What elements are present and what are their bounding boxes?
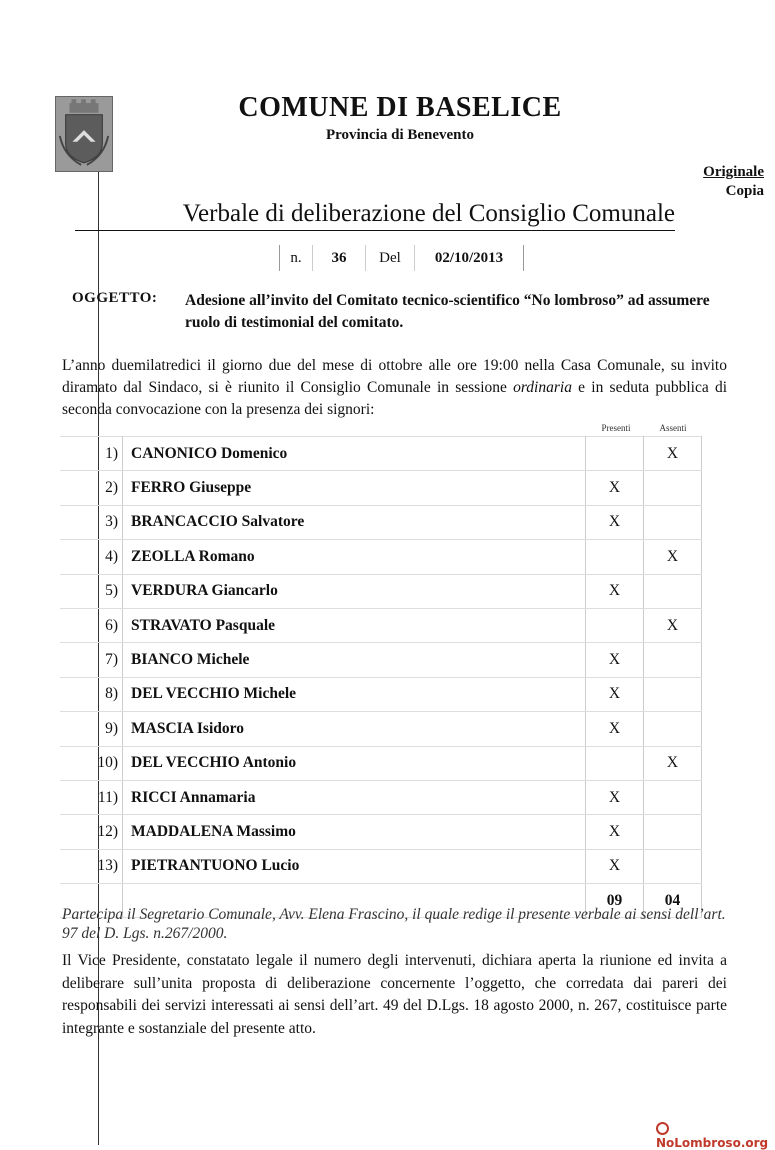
- councillor-name: STRAVATO Pasquale: [123, 608, 586, 642]
- row-number: 11): [60, 780, 123, 814]
- deliberation-date: 02/10/2013: [434, 250, 504, 266]
- nolombroso-logo-icon: [656, 1122, 669, 1135]
- present-mark: X: [586, 471, 644, 505]
- present-mark: X: [586, 643, 644, 677]
- table-row: [60, 677, 702, 711]
- municipal-crest-icon: [55, 96, 113, 172]
- row-number: 4): [60, 540, 123, 574]
- row-number: 3): [60, 505, 123, 539]
- present-mark: [586, 746, 644, 780]
- intro-paragraph: [62, 355, 727, 421]
- originale-label: Originale: [703, 164, 764, 180]
- watermark-text: NoLombroso.org: [656, 1136, 769, 1150]
- table-row: [60, 815, 702, 849]
- present-mark: X: [586, 815, 644, 849]
- oggetto-text: Adesione all’invito del Comitato tecnico-scientifico “No lombroso” ad assumere ruolo di testimonial del comitato.: [185, 292, 710, 331]
- row-number: 7): [60, 643, 123, 677]
- intro-text-after: e in seduta pubblica di seconda convocazione con la presenza dei signori:: [62, 379, 727, 418]
- row-number: 5): [60, 574, 123, 608]
- absent-mark: [644, 780, 702, 814]
- total-present: 09: [586, 884, 644, 918]
- councillor-name: ZEOLLA Romano: [123, 540, 586, 574]
- copia-label: Copia: [725, 183, 764, 199]
- deliberation-number-box: [279, 245, 524, 271]
- oggetto-label: OGGETTO:: [72, 290, 158, 306]
- table-row: [60, 505, 702, 539]
- row-number: 2): [60, 471, 123, 505]
- absent-mark: X: [644, 746, 702, 780]
- councillor-name: BIANCO Michele: [123, 643, 586, 677]
- row-number: 8): [60, 677, 123, 711]
- councillor-name: VERDURA Giancarlo: [123, 574, 586, 608]
- councillor-name: MASCIA Isidoro: [123, 712, 586, 746]
- councillor-name: MADDALENA Massimo: [123, 815, 586, 849]
- present-column-header: Presenti: [601, 423, 631, 433]
- present-mark: [586, 540, 644, 574]
- present-mark: X: [586, 780, 644, 814]
- absent-mark: [644, 471, 702, 505]
- table-row: [60, 643, 702, 677]
- table-row: [60, 608, 702, 642]
- attendance-table: [60, 436, 702, 918]
- absent-mark: X: [644, 437, 702, 471]
- row-number: 10): [60, 746, 123, 780]
- present-mark: X: [586, 505, 644, 539]
- table-row: [60, 780, 702, 814]
- councillor-name: DEL VECCHIO Michele: [123, 677, 586, 711]
- row-number: 9): [60, 712, 123, 746]
- number-value: 36: [313, 245, 366, 271]
- absent-mark: X: [644, 608, 702, 642]
- body-paragraph: Il Vice Presidente, constatato legale il numero degli intervenuti, dichiara aperta la riunione ed invita a deliberare sull’unita proposta di deliberazione concernente l’oggetto, che corredata dai pareri dei responsabili dei servizi interessati ai sensi dell’art. 49 del D.Lgs. 18 agosto 2000, n. 267, costituisce parte integrante e sostanziale del presente atto.: [62, 952, 727, 1037]
- councillor-name: BRANCACCIO Salvatore: [123, 505, 586, 539]
- present-mark: [586, 608, 644, 642]
- absent-column-header: Assenti: [659, 423, 687, 433]
- present-mark: X: [586, 712, 644, 746]
- row-number: 12): [60, 815, 123, 849]
- session-type: ordinaria: [513, 379, 572, 396]
- date-label: Del: [366, 245, 415, 271]
- watermark: [656, 1122, 775, 1150]
- verbale-title: Verbale di deliberazione del Consiglio Comunale: [75, 200, 675, 231]
- absent-mark: X: [644, 540, 702, 574]
- table-row: [60, 746, 702, 780]
- present-mark: X: [586, 849, 644, 883]
- row-number: 1): [60, 437, 123, 471]
- present-mark: X: [586, 677, 644, 711]
- councillor-name: FERRO Giuseppe: [123, 471, 586, 505]
- absent-mark: [644, 849, 702, 883]
- councillor-name: CANONICO Domenico: [123, 437, 586, 471]
- absent-mark: [644, 505, 702, 539]
- councillor-name: PIETRANTUONO Lucio: [123, 849, 586, 883]
- row-number: 6): [60, 608, 123, 642]
- row-number: 13): [60, 849, 123, 883]
- table-row: [60, 471, 702, 505]
- present-mark: [586, 437, 644, 471]
- absent-mark: [644, 815, 702, 849]
- absent-mark: [644, 643, 702, 677]
- table-row: [60, 712, 702, 746]
- absent-mark: [644, 712, 702, 746]
- present-mark: X: [586, 574, 644, 608]
- councillor-name: RICCI Annamaria: [123, 780, 586, 814]
- provincia-subtitle: Provincia di Benevento: [325, 127, 475, 143]
- intro-text-before: L’anno duemilatredici il giorno due del mese di ottobre alle ore 19:00 nella Casa Comunale, su invito diramato dal Sindaco, si è riunito il Consiglio Comunale in sessione: [62, 357, 727, 396]
- number-label: n.: [280, 245, 313, 271]
- table-row: [60, 574, 702, 608]
- comune-title: COMUNE DI BASELICE: [238, 92, 562, 123]
- absent-mark: [644, 677, 702, 711]
- absent-mark: [644, 574, 702, 608]
- secretary-note: Partecipa il Segretario Comunale, Avv. Elena Frascino, il quale redige il presente verbale ai sensi dell’art. 97 del D. Lgs. n.267/2000.: [62, 906, 726, 942]
- total-absent: 04: [644, 884, 702, 918]
- councillor-name: DEL VECCHIO Antonio: [123, 746, 586, 780]
- table-row: [60, 540, 702, 574]
- table-row: [60, 437, 702, 471]
- table-row: [60, 849, 702, 883]
